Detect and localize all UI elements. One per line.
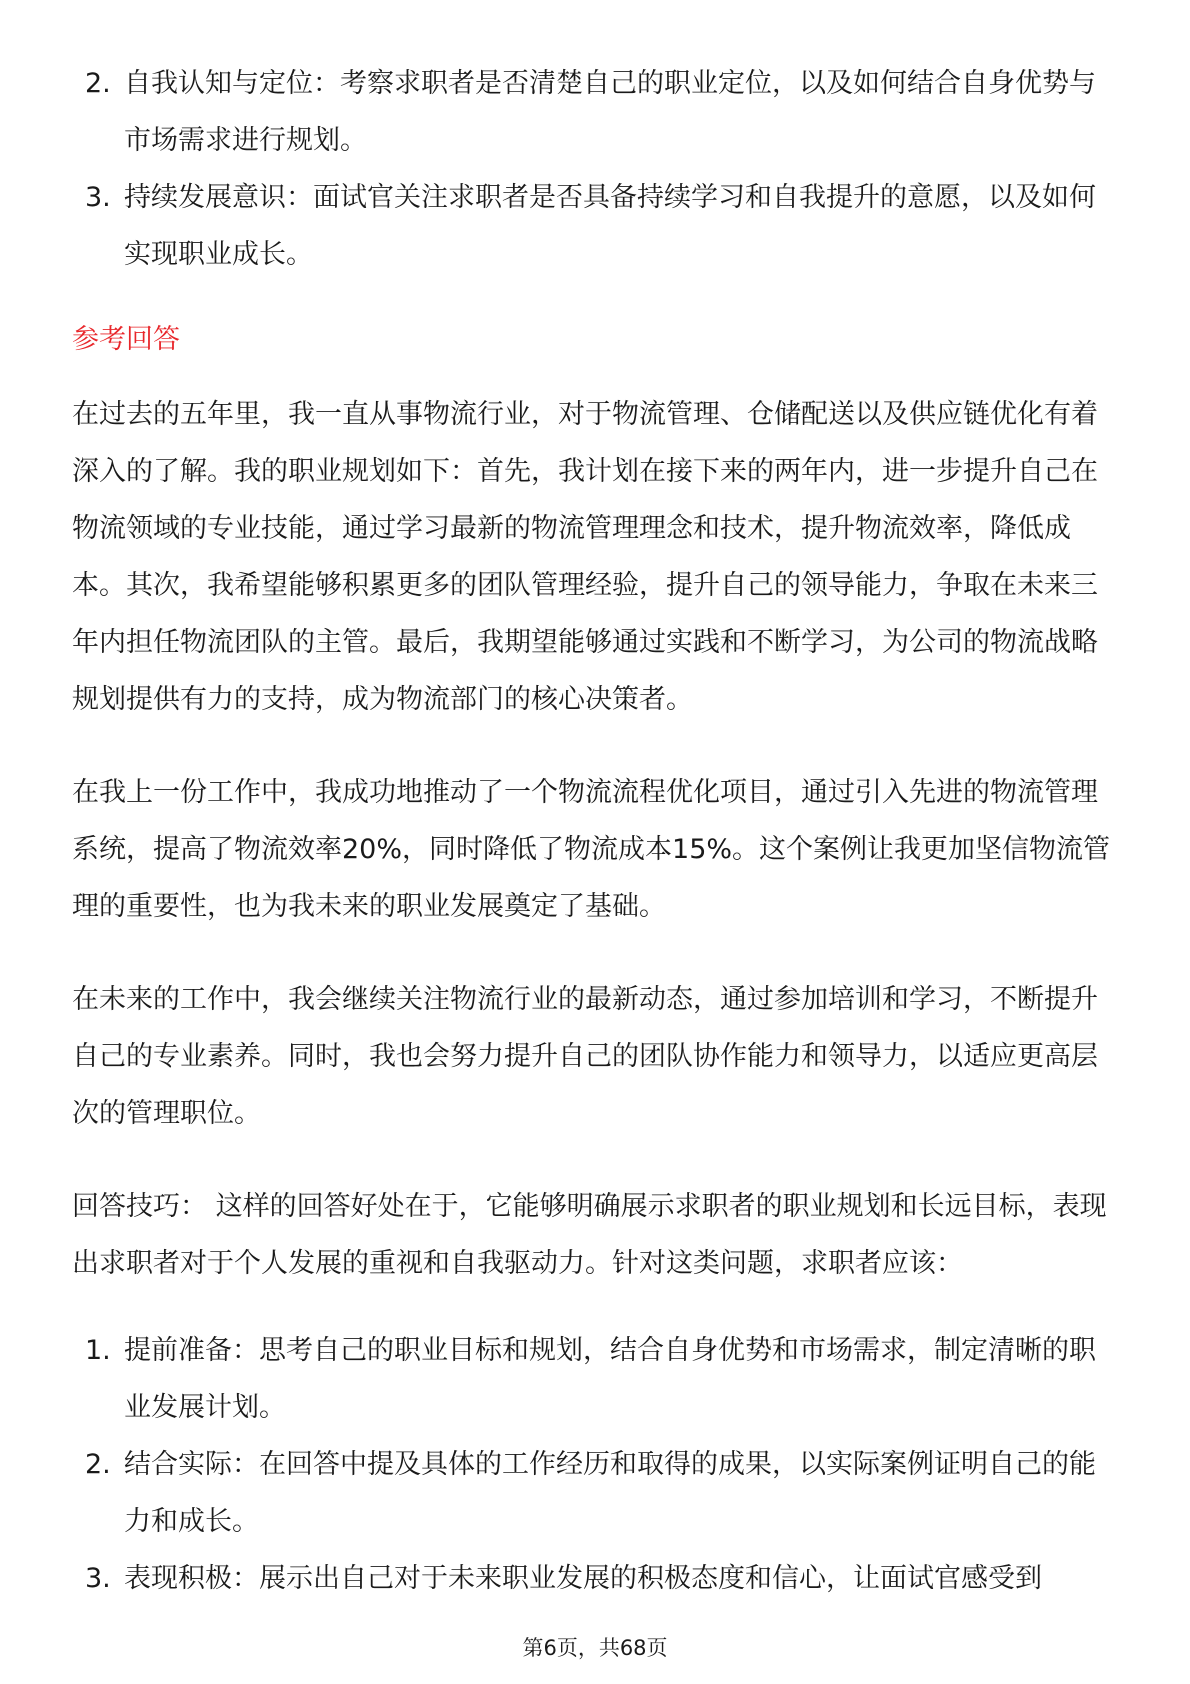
list-item (72, 1322, 1118, 1436)
tips-paragraph: 回答技巧： 这样的回答好处在于，它能够明确展示求职者的职业规划和长远目标，表现出求职者对于个人发展的重视和自我驱动力。针对这类问题，求职者应该： (72, 1191, 1107, 1279)
list-item-number: 2. (85, 1449, 111, 1480)
list-item-text: 持续发展意识：面试官关注求职者是否具备持续学习和自我提升的意愿，以及如何实现职业成长。 (124, 182, 1096, 270)
answer-paragraph: 在我上一份工作中，我成功地推动了一个物流流程优化项目，通过引入先进的物流管理系统，提高了物流效率20%，同时降低了物流成本15%。这个案例让我更加坚信物流管理的重要性，也为我未来的职业发展奠定了基础。 (72, 777, 1111, 922)
section-title: 参考回答 (72, 324, 180, 355)
list-item (72, 1550, 1118, 1607)
tips-list (72, 1322, 1118, 1607)
list-item-text: 结合实际：在回答中提及具体的工作经历和取得的成果，以实际案例证明自己的能力和成长。 (124, 1449, 1096, 1537)
list-item (72, 169, 1118, 283)
list-item-number: 2. (85, 68, 111, 99)
list-item-number: 1. (85, 1335, 111, 1366)
list-item (72, 1436, 1118, 1550)
answer-paragraph: 在未来的工作中，我会继续关注物流行业的最新动态，通过参加培训和学习，不断提升自己的专业素养。同时，我也会努力提升自己的团队协作能力和领导力，以适应更高层次的管理职位。 (72, 984, 1098, 1129)
list-item-number: 3. (85, 1563, 111, 1594)
page-footer: 第6页，共68页 (522, 1636, 668, 1660)
intro-list (72, 55, 1118, 283)
list-item-text: 提前准备：思考自己的职业目标和规划，结合自身优势和市场需求，制定清晰的职业发展计划。 (124, 1335, 1096, 1423)
list-item-text: 自我认知与定位：考察求职者是否清楚自己的职业定位，以及如何结合自身优势与市场需求进行规划。 (124, 68, 1096, 156)
page-content (72, 55, 1118, 1607)
list-item-number: 3. (85, 182, 111, 213)
list-item-text: 表现积极：展示出自己对于未来职业发展的积极态度和信心，让面试官感受到 (124, 1563, 1042, 1594)
list-item (72, 55, 1118, 169)
answer-paragraph: 在过去的五年里，我一直从事物流行业，对于物流管理、仓储配送以及供应链优化有着深入的了解。我的职业规划如下：首先，我计划在接下来的两年内，进一步提升自己在物流领域的专业技能，通过学习最新的物流管理理念和技术，提升物流效率，降低成本。其次，我希望能够积累更多的团队管理经验，提升自己的领导能力，争取在未来三年内担任物流团队的主管。最后，我期望能够通过实践和不断学习，为公司的物流战略规划提供有力的支持，成为物流部门的核心决策者。 (72, 399, 1098, 715)
